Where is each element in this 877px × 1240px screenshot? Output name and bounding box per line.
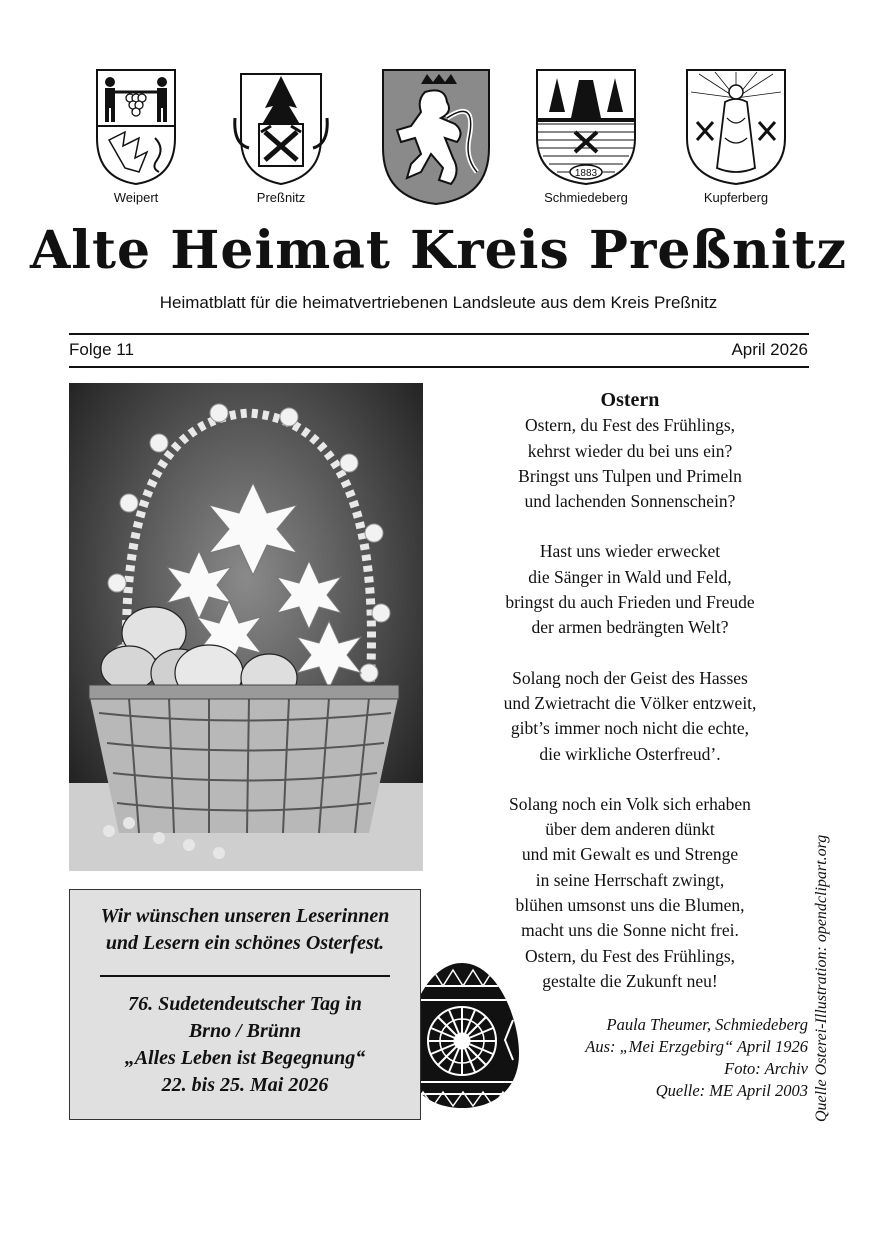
poem-line: gestalte die Zukunft neu! — [542, 970, 718, 991]
easter-wish — [70, 903, 420, 957]
poem-stanza — [440, 539, 820, 640]
poem-line: der armen bedrängten Welt? — [531, 617, 729, 638]
crest-bohemian-lion — [380, 68, 492, 210]
poem-line: die wirkliche Osterfreud’. — [539, 743, 721, 764]
easter-basket-photo — [69, 383, 423, 871]
credit-author: Paula Theumer, Schmiedeberg — [606, 1015, 808, 1034]
poem-line: gibt’s immer noch nicht die echte, — [510, 718, 750, 739]
poem-line: macht uns die Sonne nicht frei. — [521, 920, 739, 941]
greeting-box — [69, 889, 421, 1120]
easter-basket-icon — [69, 383, 423, 871]
issue-date: April 2026 — [731, 340, 808, 359]
crest-weipert — [80, 68, 192, 205]
crest-label: Kupferberg — [703, 190, 769, 205]
poem-line: Ostern, du Fest des Frühlings, — [525, 945, 735, 966]
divider — [69, 333, 809, 335]
event-announcement — [70, 991, 420, 1099]
poem-line: über dem anderen dünkt — [545, 819, 715, 840]
divider — [69, 366, 809, 368]
issue-number: Folge 11 — [69, 340, 134, 359]
lion-coat-of-arms-icon — [381, 68, 491, 206]
weipert-coat-of-arms-icon — [95, 68, 177, 186]
poem-title: Ostern — [600, 389, 660, 411]
wish-line: Wir wünschen unseren Leserinnen — [100, 905, 390, 927]
poem-line: Hast uns wieder erwecket — [539, 541, 721, 562]
poem-line: die Sänger in Wald und Feld, — [528, 566, 732, 587]
poem-line: bringst du auch Frieden und Freude — [505, 592, 755, 613]
credit-source: Aus: „Mei Erzgebirg“ April 1926 — [585, 1037, 808, 1056]
poem-line: kehrst wieder du bei uns ein? — [527, 440, 733, 461]
poem-line: und Zwietracht die Völker entzweit, — [503, 692, 757, 713]
poem-line: und mit Gewalt es und Strenge — [521, 844, 739, 865]
event-line: 76. Sudetendeutscher Tag in — [128, 992, 362, 1015]
divider — [100, 975, 390, 977]
poem-line: und lachenden Sonnenschein? — [524, 491, 736, 512]
credit-origin: Quelle: ME April 2003 — [655, 1081, 808, 1100]
schmiedeberg-coat-of-arms-icon — [535, 68, 637, 186]
poem-credits — [585, 1014, 808, 1102]
crest-kupferberg — [680, 68, 792, 205]
newspaper-title: Alte Heimat Kreis Preßnitz — [29, 220, 848, 281]
poem-line: Solang noch ein Volk sich erhaben — [509, 793, 751, 814]
newspaper-subtitle: Heimatblatt für die heimatvertriebenen Landsleute aus dem Kreis Preßnitz — [159, 293, 718, 312]
crest-label: Preßnitz — [256, 190, 306, 205]
crest-label: Weipert — [113, 190, 159, 205]
event-line: 22. bis 25. Mai 2026 — [161, 1073, 329, 1096]
poem — [440, 388, 820, 994]
credit-photo: Foto: Archiv — [724, 1059, 808, 1078]
poem-line: Ostern, du Fest des Frühlings, — [525, 415, 735, 436]
crest-schmiedeberg — [530, 68, 642, 205]
kupferberg-coat-of-arms-icon — [685, 68, 787, 186]
crest-label: Schmiedeberg — [544, 190, 628, 205]
poem-line: Bringst uns Tulpen und Primeln — [518, 465, 742, 486]
poem-line: blühen umsonst uns die Blumen, — [515, 895, 745, 916]
event-line: „Alles Leben ist Begegnung“ — [124, 1046, 366, 1069]
crest-year: 1883 — [574, 168, 598, 179]
illustration-source-note: Quelle Osterei-Illustration: opendclipart.org — [813, 834, 830, 1122]
wish-line: und Lesern ein schönes Osterfest. — [105, 932, 385, 954]
event-line: Brno / Brünn — [188, 1019, 302, 1042]
poem-line: Solang noch der Geist des Hasses — [512, 667, 748, 688]
crest-pressnitz — [225, 68, 337, 205]
poem-line: in seine Herrschaft zwingt, — [535, 869, 725, 890]
poem-stanza — [440, 413, 820, 514]
pressnitz-coat-of-arms-icon — [229, 68, 333, 186]
poem-stanza — [440, 666, 820, 767]
